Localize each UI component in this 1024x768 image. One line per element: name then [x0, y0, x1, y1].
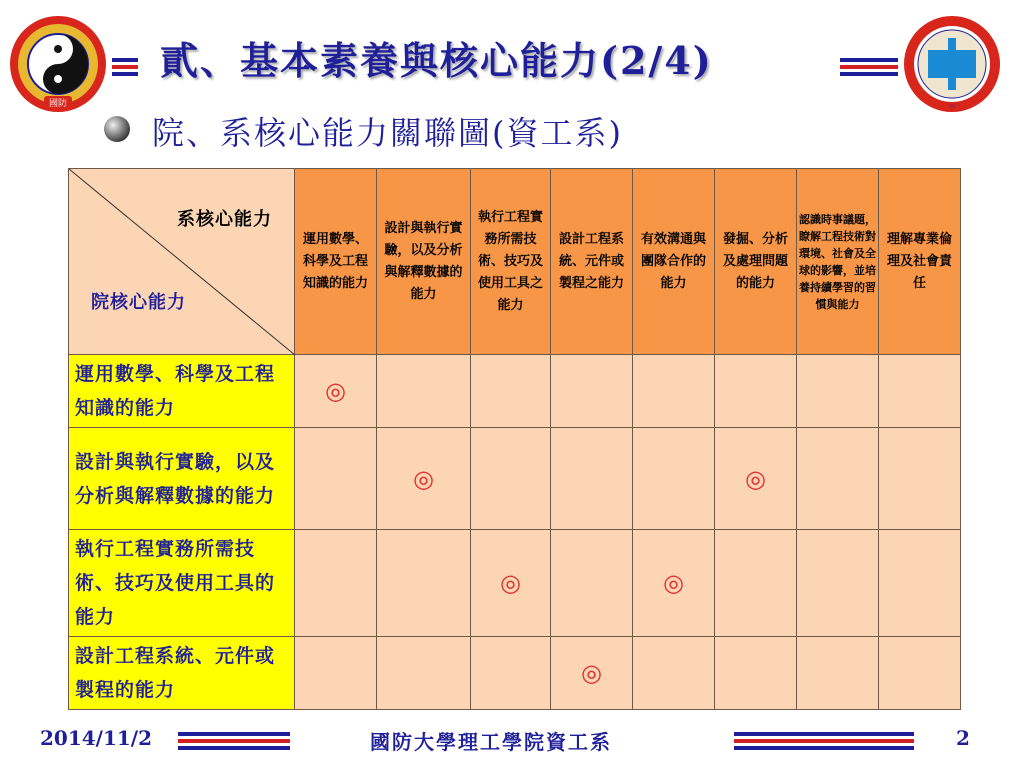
corner-label-dept: 系核心能力 [177, 209, 272, 230]
matrix-cell [471, 637, 551, 710]
matrix-cell [295, 530, 377, 637]
matrix-cell [471, 530, 551, 637]
matrix-cell [551, 530, 633, 637]
matrix-cell [633, 530, 715, 637]
title-stripes-left [112, 58, 138, 76]
matrix-cell [715, 428, 797, 530]
mark-symbol: ◎ [745, 464, 766, 493]
table-row [69, 530, 961, 637]
matrix-cell [295, 428, 377, 530]
table-row [69, 637, 961, 710]
page-number: 2 [956, 726, 970, 750]
mark-symbol: ◎ [413, 464, 434, 493]
matrix-cell [377, 637, 471, 710]
matrix-cell [879, 637, 961, 710]
column-header: 理解專業倫理及社會責任 [879, 169, 961, 355]
mark-symbol: ◎ [325, 377, 346, 405]
row-header: 設計與執行實驗，以及分析與解釋數據的能力 [69, 428, 295, 530]
matrix-cell [879, 530, 961, 637]
matrix-cell [797, 637, 879, 710]
footer-stripes-right [734, 732, 914, 750]
matrix-cell [879, 355, 961, 428]
matrix-cell [377, 530, 471, 637]
matrix-cell [797, 530, 879, 637]
matrix-cell [879, 428, 961, 530]
column-header: 設計與執行實驗，以及分析與解釋數據的能力 [377, 169, 471, 355]
matrix-cell [551, 355, 633, 428]
competency-matrix-table [68, 168, 961, 710]
matrix-cell [715, 355, 797, 428]
corner-diagonal-line [69, 169, 295, 355]
corner-label-college: 院核心能力 [91, 292, 186, 313]
matrix-cell [471, 428, 551, 530]
matrix-cell [295, 637, 377, 710]
column-header: 有效溝通與團隊合作的能力 [633, 169, 715, 355]
column-header: 認識時事議題，瞭解工程技術對環境、社會及全球的影響，並培養持續學習的習慣與能力 [797, 169, 879, 355]
column-header: 設計工程系統、元件或製程之能力 [551, 169, 633, 355]
mark-symbol: ◎ [500, 569, 521, 597]
bullet-icon [104, 116, 130, 142]
institute-logo [902, 14, 1002, 114]
column-header: 運用數學、科學及工程知識的能力 [295, 169, 377, 355]
footer-date: 2014/11/2 [40, 726, 153, 750]
matrix-cell [797, 355, 879, 428]
title-stripes-right [840, 58, 898, 76]
matrix-cell [633, 355, 715, 428]
logo-left-text: 國防 [48, 99, 68, 109]
table-row [69, 428, 961, 530]
page-subtitle: 院、系核心能力關聯圖(資工系) [152, 114, 623, 152]
matrix-cell [551, 637, 633, 710]
logo-right-text: 中 [948, 104, 956, 111]
matrix-cell [295, 355, 377, 428]
matrix-cell [551, 428, 633, 530]
matrix-cell [797, 428, 879, 530]
matrix-cell [715, 530, 797, 637]
mark-symbol: ◎ [581, 659, 602, 687]
table-row [69, 355, 961, 428]
table-corner-cell [69, 169, 295, 355]
matrix-cell [471, 355, 551, 428]
mark-symbol: ◎ [663, 569, 684, 597]
page-title: 貳、基本素養與核心能力(2/4) [160, 38, 713, 83]
column-header: 執行工程實務所需技術、技巧及使用工具之能力 [471, 169, 551, 355]
academy-emblem-logo [8, 14, 108, 114]
matrix-cell [377, 355, 471, 428]
matrix-cell [633, 637, 715, 710]
column-header: 發掘、分析及處理問題的能力 [715, 169, 797, 355]
row-header: 設計工程系統、元件或製程的能力 [69, 637, 295, 710]
row-header: 運用數學、科學及工程知識的能力 [69, 355, 295, 428]
footer-organization: 國防大學理工學院資工系 [370, 730, 612, 754]
matrix-cell [377, 428, 471, 530]
row-header: 執行工程實務所需技術、技巧及使用工具的能力 [69, 530, 295, 637]
matrix-cell [715, 637, 797, 710]
footer-stripes-left [178, 732, 290, 750]
matrix-cell [633, 428, 715, 530]
